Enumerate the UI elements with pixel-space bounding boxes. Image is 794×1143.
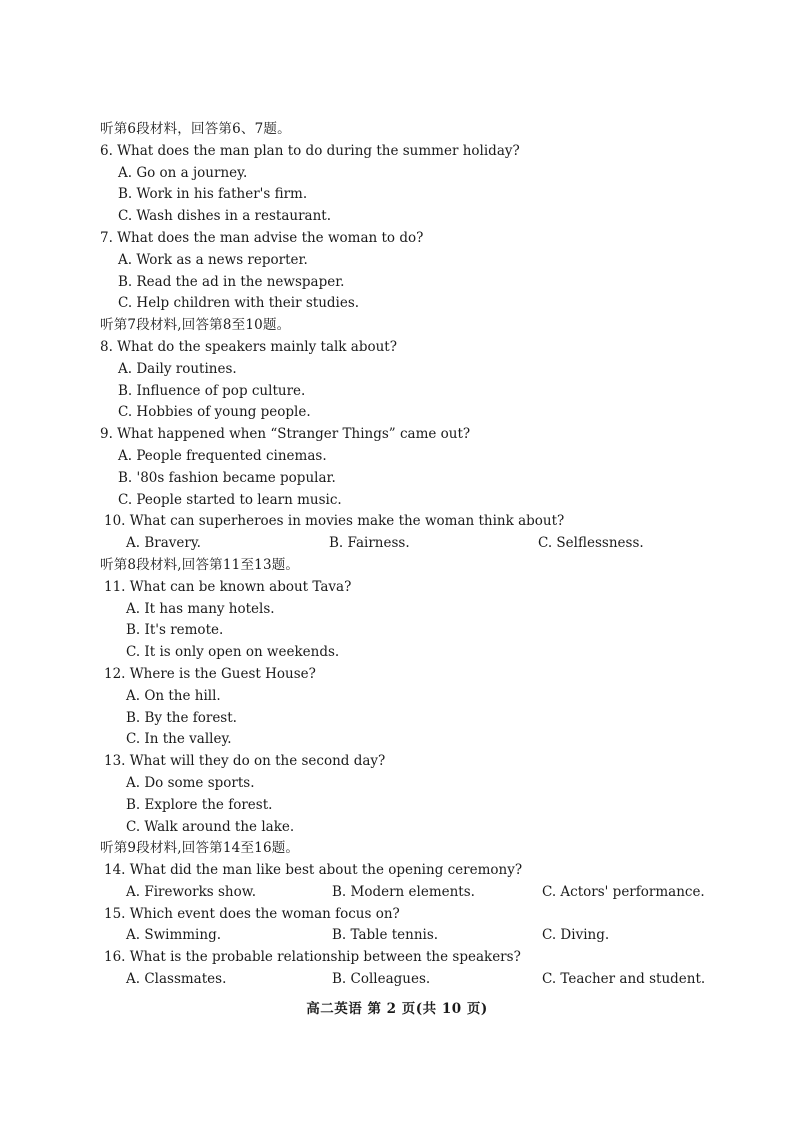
question-6-option-b: B. Work in his father's firm. xyxy=(118,186,308,203)
question-7-option-c: C. Help children with their studies. xyxy=(118,295,360,312)
question-7-option-a: A. Work as a news reporter. xyxy=(118,251,308,268)
section-heading-9: 听第9段材料,回答第14至16题。 xyxy=(100,840,300,857)
question-12-option-c: C. In the valley. xyxy=(126,731,232,748)
question-14-option-c: C. Actors' performance. xyxy=(542,883,705,900)
question-14-options xyxy=(100,882,720,904)
page-footer: 高二英语 第 2 页(共 10 页) xyxy=(306,1001,488,1017)
question-12-option-b: B. By the forest. xyxy=(126,709,237,726)
section-heading-8: 听第8段材料,回答第11至13题。 xyxy=(100,556,300,573)
question-16-option-a: A. Classmates. xyxy=(126,971,227,988)
section-heading-6: 听第6段材料，回答第6、7题。 xyxy=(100,121,291,137)
question-10-option-a: A. Bravery. xyxy=(126,535,201,552)
question-9-option-c: C. People started to learn music. xyxy=(118,491,342,508)
question-12-stem: 12. Where is the Guest House? xyxy=(104,665,316,682)
question-15-stem: 15. Which event does the woman focus on? xyxy=(104,905,400,922)
question-16-stem: 16. What is the probable relationship between the speakers? xyxy=(104,949,521,966)
question-8-option-b: B. Influence of pop culture. xyxy=(118,382,306,399)
question-14-option-b: B. Modern elements. xyxy=(332,883,475,900)
question-9-stem: 9. What happened when “Stranger Things” came out? xyxy=(100,426,471,443)
question-16-option-b: B. Colleagues. xyxy=(332,971,431,988)
question-15-option-b: B. Table tennis. xyxy=(332,927,439,944)
question-8-option-c: C. Hobbies of young people. xyxy=(118,404,311,421)
section-heading-7: 听第7段材料,回答第8至10题。 xyxy=(100,317,291,334)
question-10-option-c: C. Selflessness. xyxy=(538,535,644,552)
question-8-option-a: A. Daily routines. xyxy=(118,360,237,377)
question-11-option-b: B. It's remote. xyxy=(126,622,224,639)
question-13-option-c: C. Walk around the lake. xyxy=(126,818,295,835)
question-10-option-b: B. Fairness. xyxy=(329,535,410,552)
question-11-option-a: A. It has many hotels. xyxy=(126,600,275,617)
question-8-stem: 8. What do the speakers mainly talk about? xyxy=(100,338,397,355)
question-14-stem: 14. What did the man like best about the opening ceremony? xyxy=(104,862,523,879)
question-7-stem: 7. What does the man advise the woman to do? xyxy=(100,229,424,246)
question-15-option-a: A. Swimming. xyxy=(126,927,222,944)
question-16-options xyxy=(100,969,720,991)
question-11-stem: 11. What can be known about Tava? xyxy=(104,578,352,595)
question-9-option-b: B. '80s fashion became popular. xyxy=(118,469,336,486)
question-6-option-c: C. Wash dishes in a restaurant. xyxy=(118,208,331,225)
question-6-option-a: A. Go on a journey. xyxy=(118,164,248,181)
question-14-option-a: A. Fireworks show. xyxy=(126,883,256,900)
question-16-option-c: C. Teacher and student. xyxy=(542,971,706,988)
question-6-stem: 6. What does the man plan to do during the summer holiday? xyxy=(100,142,520,159)
listening-section xyxy=(100,119,720,991)
question-7-option-b: B. Read the ad in the newspaper. xyxy=(118,273,345,290)
question-10-stem: 10. What can superheroes in movies make the woman think about? xyxy=(104,513,565,530)
question-12-option-a: A. On the hill. xyxy=(126,687,221,704)
question-11-option-c: C. It is only open on weekends. xyxy=(126,644,340,661)
question-15-option-c: C. Diving. xyxy=(542,927,610,944)
question-15-options xyxy=(100,925,720,947)
question-13-option-b: B. Explore the forest. xyxy=(126,796,273,813)
question-10-options xyxy=(100,533,720,555)
question-13-stem: 13. What will they do on the second day? xyxy=(104,753,386,770)
question-13-option-a: A. Do some sports. xyxy=(126,774,255,791)
question-9-option-a: A. People frequented cinemas. xyxy=(118,447,327,464)
